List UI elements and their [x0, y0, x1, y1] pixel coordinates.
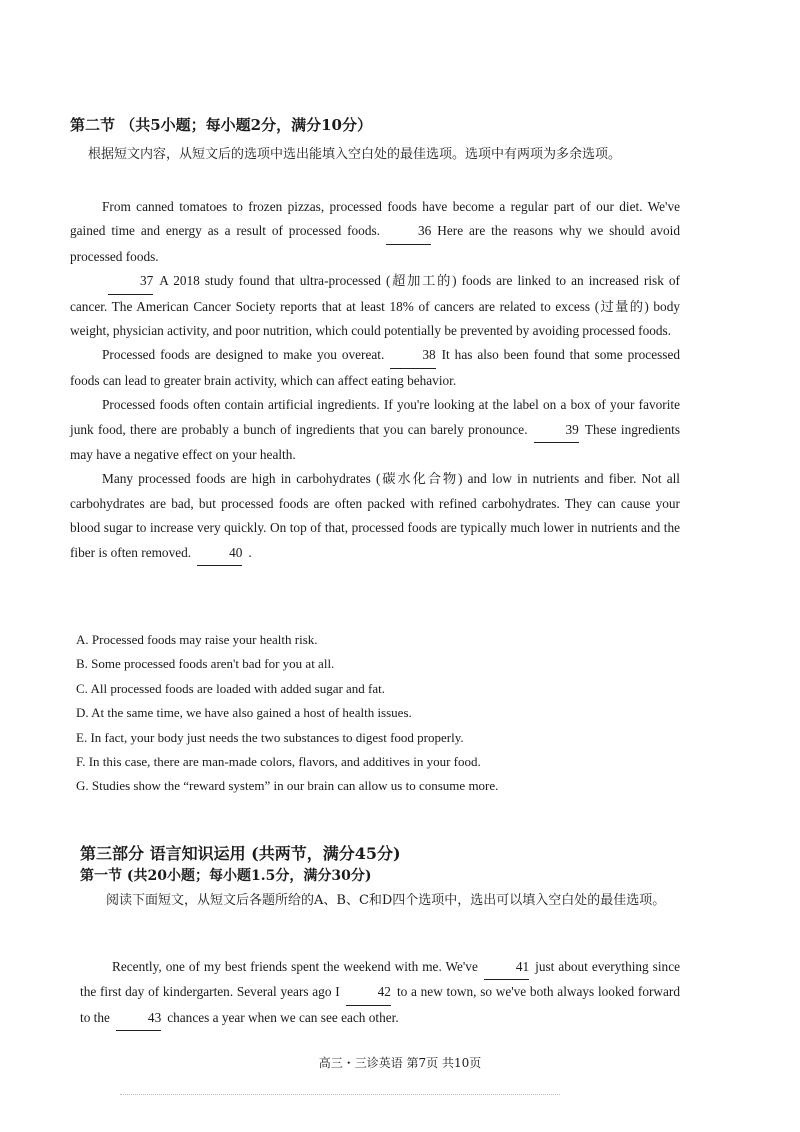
cloze-paragraph: Recently, one of my best friends spent the weekend with me. We've 41 just about everything since the first day of kindergarten. Several years ago I 42 to a new town, so we've both always looked forward to the 43 chances a year when we can see each other.: [80, 955, 680, 1031]
blank-42: 42: [346, 980, 391, 1005]
part-subtitle: 第一节 (共20小题；每小题1.5分，满分30分): [80, 868, 372, 884]
option-b: B. Some processed foods aren't bad for you at all.: [76, 656, 335, 672]
section-instruction: 根据短文内容，从短文后的选项中选出能填入空白处的最佳选项。选项中有两项为多余选项。: [88, 147, 622, 162]
blank-38: 38: [390, 343, 435, 368]
option-g: G. Studies show the “reward system” in our brain can allow us to consume more.: [76, 778, 499, 794]
option-e: E. In fact, your body just needs the two substances to digest food properly.: [76, 729, 464, 745]
paragraph-4: Processed foods often contain artificial ingredients. If you're looking at the label on a box of your favorite junk food, there are probably a bunch of ingredients that you can barely pronounce. 39 These ingredients may have a negative effect on your health.: [70, 397, 681, 463]
option-a: A. Processed foods may raise your health risk.: [76, 632, 318, 647]
paragraph-2: 37 A 2018 study found that ultra-processed (超加工的) foods are linked to an increased risk of cancer. The American Cancer Society reports that at least 18% of cancers are related to excess (过量的) body weight, physician activity, and poor nutrition, which could potentially be prevented by avoiding processed foods.: [70, 269, 680, 343]
option-list: [76, 628, 498, 799]
option-c: C. All processed foods are loaded with added sugar and fat.: [76, 680, 386, 696]
section-title: 第二节 （共5小题；每小题2分，满分10分）: [70, 116, 372, 134]
paragraph-1: From canned tomatoes to frozen pizzas, processed foods have become a regular part of our diet. We've gained time and energy as a result of processed foods. 36 Here are the reasons why we should avoid processed foods.: [70, 199, 680, 264]
cloze-passage: [80, 955, 680, 1031]
blank-36: 36: [386, 219, 431, 244]
paragraph-3: Processed foods are designed to make you overeat. 38 It has also been found that some processed foods can lead to greater brain activity, which can affect eating behavior.: [70, 343, 680, 393]
blank-39: 39: [534, 418, 579, 443]
part-title: 第三部分 语言知识运用 (共两节，满分45分): [80, 844, 401, 863]
reading-passage: [70, 195, 680, 566]
blank-41: 41: [484, 955, 529, 980]
option-f: F. In this case, there are man-made colors, flavors, and additives in your food.: [76, 754, 481, 770]
part-instruction: 阅读下面短文，从短文后各题所给的A、B、C和D四个选项中，选出可以填入空白处的最佳选项。: [106, 893, 666, 908]
blank-40: 40: [197, 541, 242, 566]
blank-43: 43: [116, 1006, 161, 1031]
scan-artifact: [120, 1094, 560, 1095]
blank-37: 37: [108, 269, 153, 294]
paragraph-5: Many processed foods are high in carbohydrates (碳水化合物) and low in nutrients and fiber. Not all carbohydrates are bad, but processed foods are often packed with refined carbohydrates. They can cause your blood sugar to increase very quickly. On top of that, processed foods are typically much lower in nutrients and the fiber is often removed. 40 .: [70, 467, 680, 566]
option-d: D. At the same time, we have also gained a host of health issues.: [76, 705, 412, 721]
page-footer: 高三・三诊英语 第7页 共10页: [318, 1056, 482, 1070]
